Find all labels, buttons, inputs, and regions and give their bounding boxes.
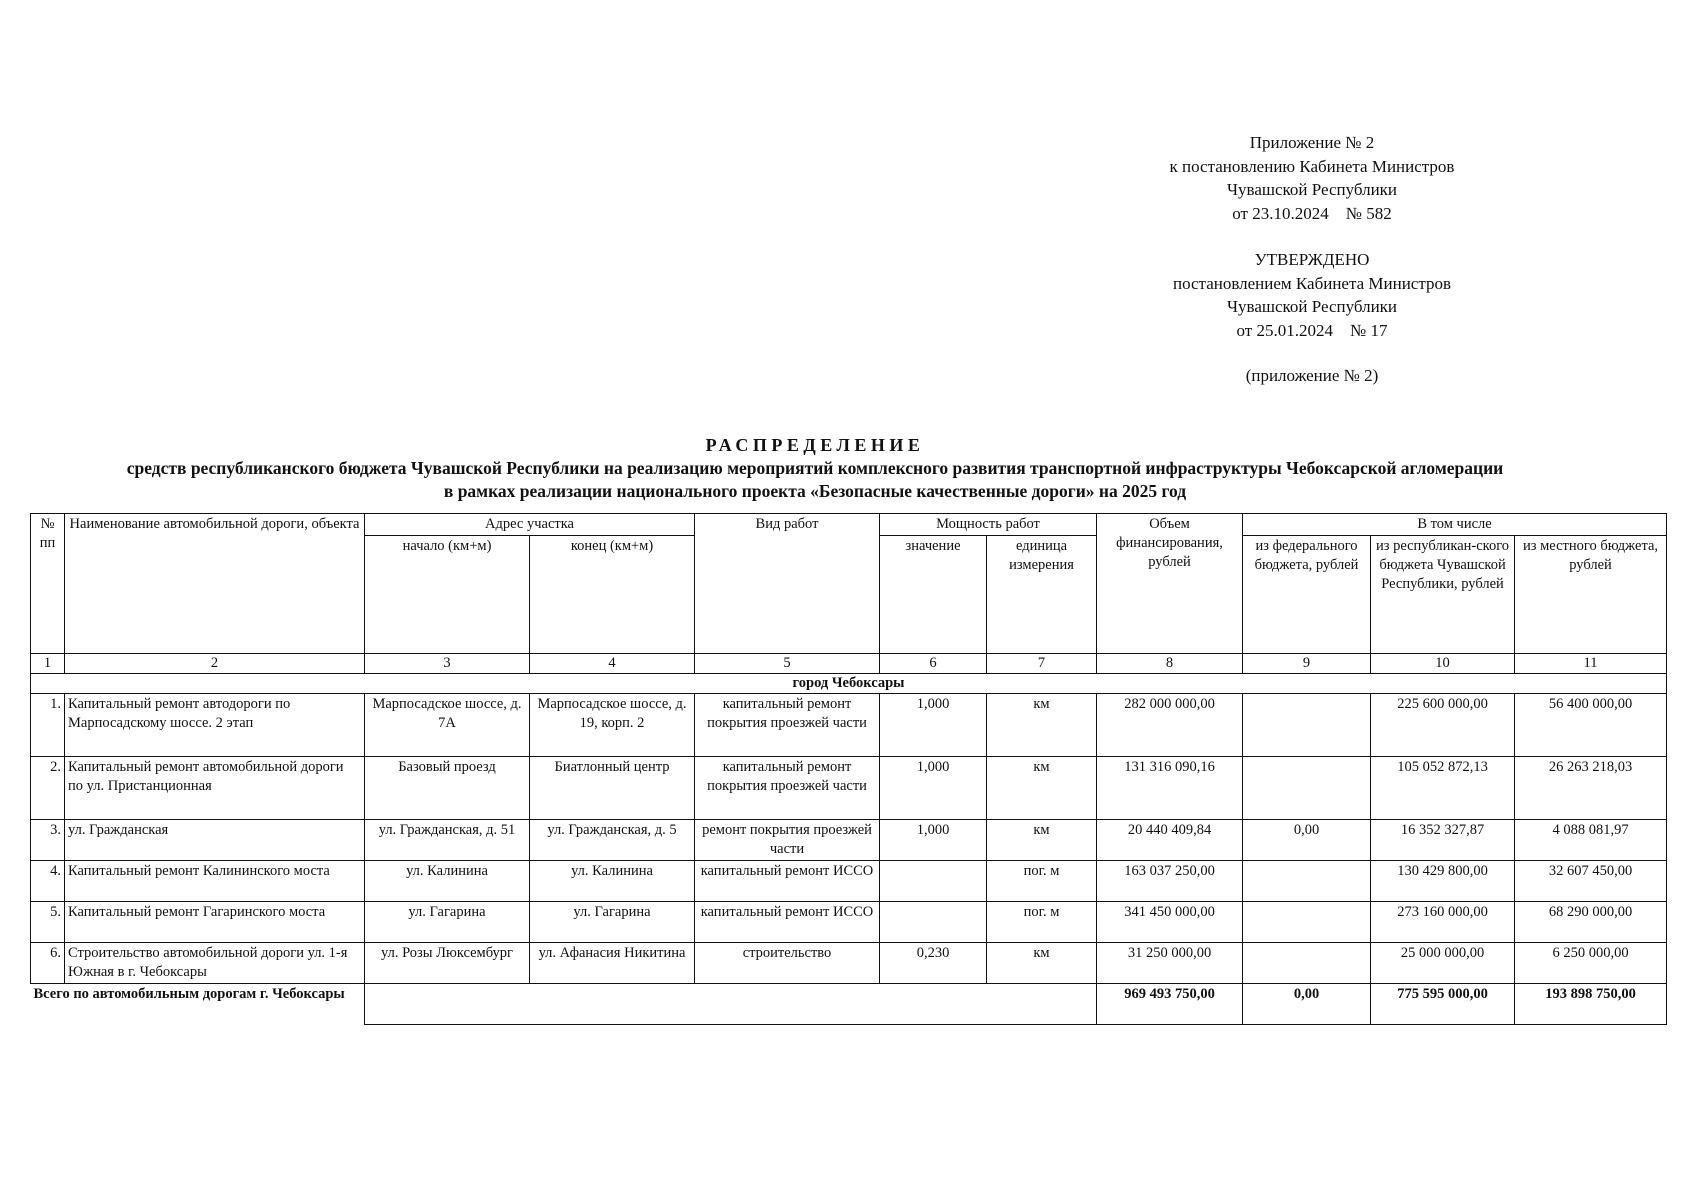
row-value: 0,230 — [880, 943, 987, 984]
appendix-ref-line: Чувашской Республики — [1226, 180, 1398, 199]
total-republic: 775 595 000,00 — [1371, 984, 1515, 1025]
row-end: ул. Гражданская, д. 5 — [530, 820, 695, 861]
column-number: 10 — [1371, 654, 1515, 674]
row-end: Биатлонный центр — [530, 757, 695, 820]
row-republic: 225 600 000,00 — [1371, 694, 1515, 757]
row-volume: 341 450 000,00 — [1097, 902, 1243, 943]
column-number-row — [31, 654, 1667, 674]
total-row — [31, 984, 1667, 1025]
row-work: капитальный ремонт ИССО — [695, 861, 880, 902]
row-work: капитальный ремонт покрытия проезжей части — [695, 694, 880, 757]
appendix-date: от 23.10.2024 № 582 — [1232, 203, 1392, 223]
row-local: 6 250 000,00 — [1515, 943, 1667, 984]
appendix-ref-line: к постановлению Кабинета Министров — [1169, 156, 1455, 176]
row-work: капитальный ремонт покрытия проезжей части — [695, 757, 880, 820]
column-number: 6 — [880, 654, 987, 674]
row-name: Капитальный ремонт Гагаринского моста — [65, 902, 365, 943]
header-unit: единица измерения — [987, 536, 1097, 654]
row-start: Базовый проезд — [365, 757, 530, 820]
row-local: 68 290 000,00 — [1515, 902, 1667, 943]
approved-ref-line: постановлением Кабинета Министров — [1172, 273, 1452, 293]
row-volume: 31 250 000,00 — [1097, 943, 1243, 984]
total-federal: 0,00 — [1243, 984, 1371, 1025]
header-work-type: Вид работ — [695, 514, 880, 654]
row-unit: пог. м — [987, 902, 1097, 943]
row-local: 32 607 450,00 — [1515, 861, 1667, 902]
row-unit: км — [987, 694, 1097, 757]
column-number: 2 — [65, 654, 365, 674]
row-work: строительство — [695, 943, 880, 984]
row-unit: км — [987, 943, 1097, 984]
table-row — [31, 757, 1667, 820]
column-number: 11 — [1515, 654, 1667, 674]
row-federal — [1243, 902, 1371, 943]
header-local: из местного бюджета, рублей — [1515, 536, 1667, 654]
row-republic: 16 352 327,87 — [1371, 820, 1515, 861]
row-republic: 273 160 000,00 — [1371, 902, 1515, 943]
header-value: значение — [880, 536, 987, 654]
row-value — [880, 861, 987, 902]
header-republic: из республикан-ского бюджета Чувашской Республики, рублей — [1371, 536, 1515, 654]
row-value: 1,000 — [880, 820, 987, 861]
row-value — [880, 902, 987, 943]
row-federal — [1243, 757, 1371, 820]
section-row — [31, 674, 1667, 694]
row-volume: 131 316 090,16 — [1097, 757, 1243, 820]
header-start: начало (км+м) — [365, 536, 530, 654]
row-work: ремонт покрытия проезжей части — [695, 820, 880, 861]
document-subtitle: в рамках реализации национального проекта «Безопасные качественные дороги» на 2025 год — [443, 481, 1187, 501]
header-num: № пп — [31, 514, 65, 654]
row-num: 2. — [31, 757, 65, 820]
row-republic: 105 052 872,13 — [1371, 757, 1515, 820]
row-end: ул. Калинина — [530, 861, 695, 902]
total-empty-cell — [365, 984, 1097, 1025]
row-start: Марпосадское шоссе, д. 7А — [365, 694, 530, 757]
header-address: Адрес участка — [365, 514, 695, 536]
row-start: ул. Гражданская, д. 51 — [365, 820, 530, 861]
row-volume: 282 000 000,00 — [1097, 694, 1243, 757]
row-unit: пог. м — [987, 861, 1097, 902]
row-republic: 25 000 000,00 — [1371, 943, 1515, 984]
row-end: Марпосадское шоссе, д. 19, корп. 2 — [530, 694, 695, 757]
row-republic: 130 429 800,00 — [1371, 861, 1515, 902]
total-volume: 969 493 750,00 — [1097, 984, 1243, 1025]
column-number: 1 — [31, 654, 65, 674]
row-work: капитальный ремонт ИССО — [695, 902, 880, 943]
row-federal — [1243, 943, 1371, 984]
header-volume: Объем финансирования, рублей — [1097, 514, 1243, 654]
header-including: В том числе — [1243, 514, 1667, 536]
row-name: Капитальный ремонт автодороги по Марпосадскому шоссе. 2 этап — [65, 694, 365, 757]
document-subtitle: средств республиканского бюджета Чувашской Республики на реализацию мероприятий комплексного развития транспортной инфраструктуры Чебоксарской агломерации — [126, 458, 1504, 478]
row-unit: км — [987, 757, 1097, 820]
row-local: 4 088 081,97 — [1515, 820, 1667, 861]
row-federal — [1243, 694, 1371, 757]
column-number: 8 — [1097, 654, 1243, 674]
approval-block — [1142, 131, 1482, 388]
document-heading — [30, 433, 1600, 503]
row-num: 5. — [31, 902, 65, 943]
row-num: 3. — [31, 820, 65, 861]
row-name: Строительство автомобильной дороги ул. 1-я Южная в г. Чебоксары — [65, 943, 365, 984]
row-federal — [1243, 861, 1371, 902]
table-row — [31, 943, 1667, 984]
row-volume: 20 440 409,84 — [1097, 820, 1243, 861]
row-value: 1,000 — [880, 694, 987, 757]
table-row — [31, 861, 1667, 902]
row-name: Капитальный ремонт Калининского моста — [65, 861, 365, 902]
approved-ref-line: Чувашской Республики — [1226, 297, 1398, 316]
appendix-note: (приложение № 2) — [1245, 366, 1379, 385]
distribution-table — [30, 513, 1667, 1025]
header-federal: из федерального бюджета, рублей — [1243, 536, 1371, 654]
row-volume: 163 037 250,00 — [1097, 861, 1243, 902]
column-number: 5 — [695, 654, 880, 674]
table-row — [31, 694, 1667, 757]
row-num: 6. — [31, 943, 65, 984]
row-start: ул. Калинина — [365, 861, 530, 902]
header-end: конец (км+м) — [530, 536, 695, 654]
header-name: Наименование автомобильной дороги, объекта — [65, 514, 365, 654]
row-unit: км — [987, 820, 1097, 861]
table-row — [31, 820, 1667, 861]
table-row — [31, 902, 1667, 943]
row-local: 56 400 000,00 — [1515, 694, 1667, 757]
header-capacity: Мощность работ — [880, 514, 1097, 536]
row-value: 1,000 — [880, 757, 987, 820]
row-name: Капитальный ремонт автомобильной дороги по ул. Пристанционная — [65, 757, 365, 820]
total-label: Всего по автомобильным дорогам г. Чебоксары — [31, 984, 365, 1025]
column-number: 9 — [1243, 654, 1371, 674]
row-end: ул. Гагарина — [530, 902, 695, 943]
row-federal: 0,00 — [1243, 820, 1371, 861]
column-number: 4 — [530, 654, 695, 674]
appendix-number: Приложение № 2 — [1249, 133, 1375, 152]
approved-date: от 25.01.2024 № 17 — [1236, 320, 1388, 340]
row-end: ул. Афанасия Никитина — [530, 943, 695, 984]
row-num: 1. — [31, 694, 65, 757]
approved-title: УТВЕРЖДЕНО — [1254, 250, 1370, 269]
section-title: город Чебоксары — [31, 674, 1667, 694]
column-number: 3 — [365, 654, 530, 674]
document-title: РАСПРЕДЕЛЕНИЕ — [705, 435, 925, 455]
row-start: ул. Розы Люксембург — [365, 943, 530, 984]
row-num: 4. — [31, 861, 65, 902]
row-name: ул. Гражданская — [65, 820, 365, 861]
table-header-row — [31, 514, 1667, 536]
column-number: 7 — [987, 654, 1097, 674]
total-local: 193 898 750,00 — [1515, 984, 1667, 1025]
row-local: 26 263 218,03 — [1515, 757, 1667, 820]
row-start: ул. Гагарина — [365, 902, 530, 943]
